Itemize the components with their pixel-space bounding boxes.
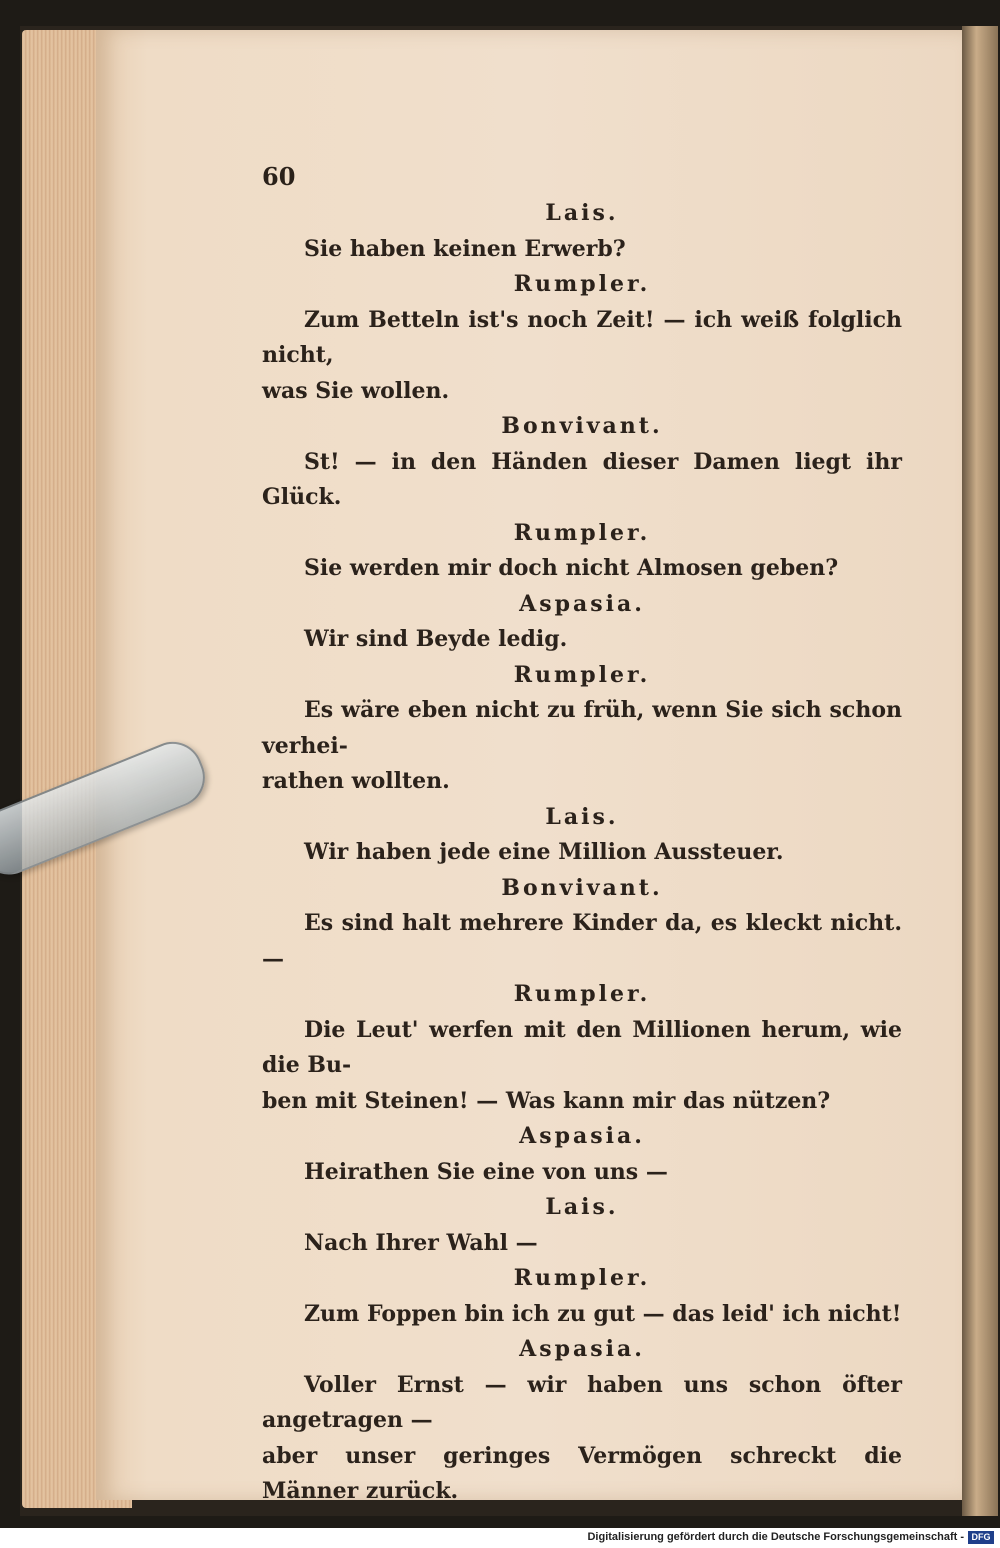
- speaker-name: Rumpler.: [513, 661, 651, 688]
- book-spine-edge: [962, 26, 998, 1516]
- speaker-name: Aspasia.: [519, 590, 645, 617]
- page-number: 60: [262, 162, 296, 191]
- text-line: Wir sind Beyde ledig.: [304, 626, 568, 652]
- text-line: Heirathen Sie eine von uns —: [304, 1158, 668, 1185]
- speaker-name: Rumpler.: [513, 519, 651, 546]
- text-block: [262, 196, 902, 1510]
- text-line: Nach Ihrer Wahl —: [304, 1229, 538, 1256]
- text-line: Sie werden mir doch nicht Almosen geben?: [304, 555, 839, 581]
- speaker-name: Bonvivant.: [501, 874, 663, 901]
- speaker-name: Rumpler.: [513, 981, 651, 1007]
- text-line: St! — in den Händen dieser Damen liegt ihr Glück.: [262, 448, 902, 510]
- text-line: Zum Foppen bin ich zu gut — das leid' ich nicht!: [304, 1300, 902, 1327]
- text-line: aber unser geringes Vermögen schreckt die Männer zurück.: [262, 1442, 902, 1504]
- speaker-name: Lais.: [545, 200, 619, 226]
- text-line: Wir haben jede eine Million Aussteuer.: [304, 839, 784, 865]
- speaker-name: Lais.: [545, 1194, 619, 1220]
- text-line: ben mit Steinen! — Was kann mir das nützen?: [262, 1087, 831, 1114]
- text-line: Sie haben keinen Erwerb?: [304, 235, 626, 262]
- text-line: Die Leut' werfen mit den Millionen herum, wie die Bu-: [262, 1016, 902, 1078]
- text-line: was Sie wollen.: [262, 377, 450, 404]
- dfg-logo: DFG: [968, 1531, 994, 1544]
- text-line: Voller Ernst — wir haben uns schon öfter angetragen —: [262, 1371, 902, 1433]
- text-line: rathen wollten.: [262, 768, 450, 794]
- speaker-name: Rumpler.: [513, 271, 651, 297]
- speaker-name: Rumpler.: [513, 1265, 651, 1291]
- speaker-name: Bonvivant.: [501, 413, 663, 439]
- text-line: Zum Betteln ist's noch Zeit! — ich weiß folglich nicht,: [262, 306, 902, 368]
- speaker-name: Lais.: [545, 803, 619, 830]
- text-line: Es sind halt mehrere Kinder da, es kleckt nicht. —: [262, 910, 902, 972]
- speaker-name: Aspasia.: [519, 1336, 645, 1362]
- text-line: Es wäre eben nicht zu früh, wenn Sie sich schon verhei-: [262, 697, 902, 759]
- footer-credit: Digitalisierung gefördert durch die Deutsche Forschungsgemeinschaft -: [587, 1531, 964, 1543]
- speaker-name: Aspasia.: [519, 1123, 645, 1149]
